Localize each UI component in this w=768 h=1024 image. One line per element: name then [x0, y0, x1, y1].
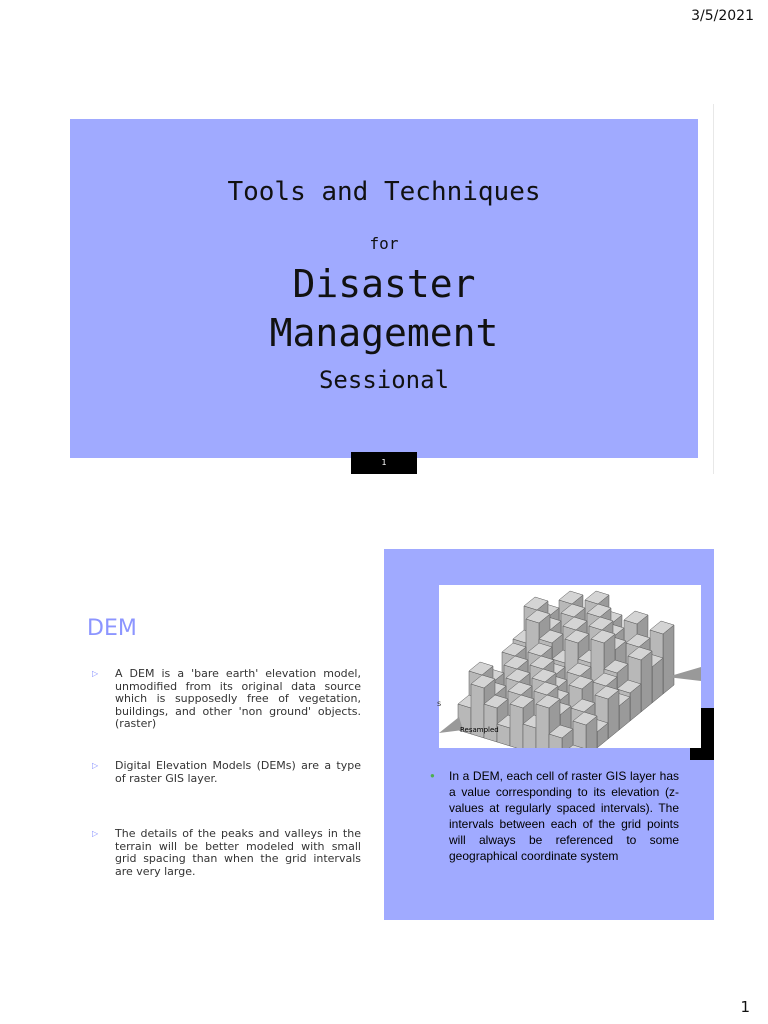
image-caption: Resampled — [460, 726, 499, 734]
dem-block-image — [439, 585, 701, 748]
title-slide — [70, 119, 698, 458]
triangle-bullet-icon: ▷ — [92, 669, 99, 678]
slide-heading-line1: Disaster — [292, 262, 476, 306]
dem-heading: DEM — [87, 616, 137, 641]
bullet-text: The details of the peaks and valleys in the terrain will be better modeled with small grid spacing than when the grid intervals are very large. — [115, 827, 361, 878]
triangle-bullet-icon: ▷ — [92, 761, 99, 770]
triangle-bullet-icon: ▷ — [92, 829, 99, 838]
slide-subtitle: Sessional — [318, 366, 450, 394]
bullet-dot-icon: ● — [430, 771, 435, 780]
slide-for-text: for — [369, 234, 399, 253]
image-side-label: s — [437, 699, 442, 708]
bullet-text: Digital Elevation Models (DEMs) are a type of raster GIS layer. — [115, 759, 361, 785]
panel-bullet-text: In a DEM, each cell of raster GIS layer has a value corresponding to its elevation (z-values at regularly spaced intervals). The intervals between each of the grid points will always be referenced to some geographical coordinate system — [449, 769, 679, 863]
bullet-text: A DEM is a 'bare earth' elevation model, unmodified from its original data source which is supposedly free of vegetation, buildings, and other 'non ground' objects. (raster) — [115, 667, 361, 730]
slide-number-badge: 1 — [351, 452, 417, 474]
slide-title: Tools and Techniques — [227, 177, 541, 207]
page-number: 1 — [740, 998, 750, 1016]
dem-3d-blocks-icon — [439, 585, 701, 748]
slide-edge-line — [713, 104, 714, 474]
slide-heading-line2: Management — [269, 311, 499, 355]
date-stamp: 3/5/2021 — [691, 8, 754, 24]
